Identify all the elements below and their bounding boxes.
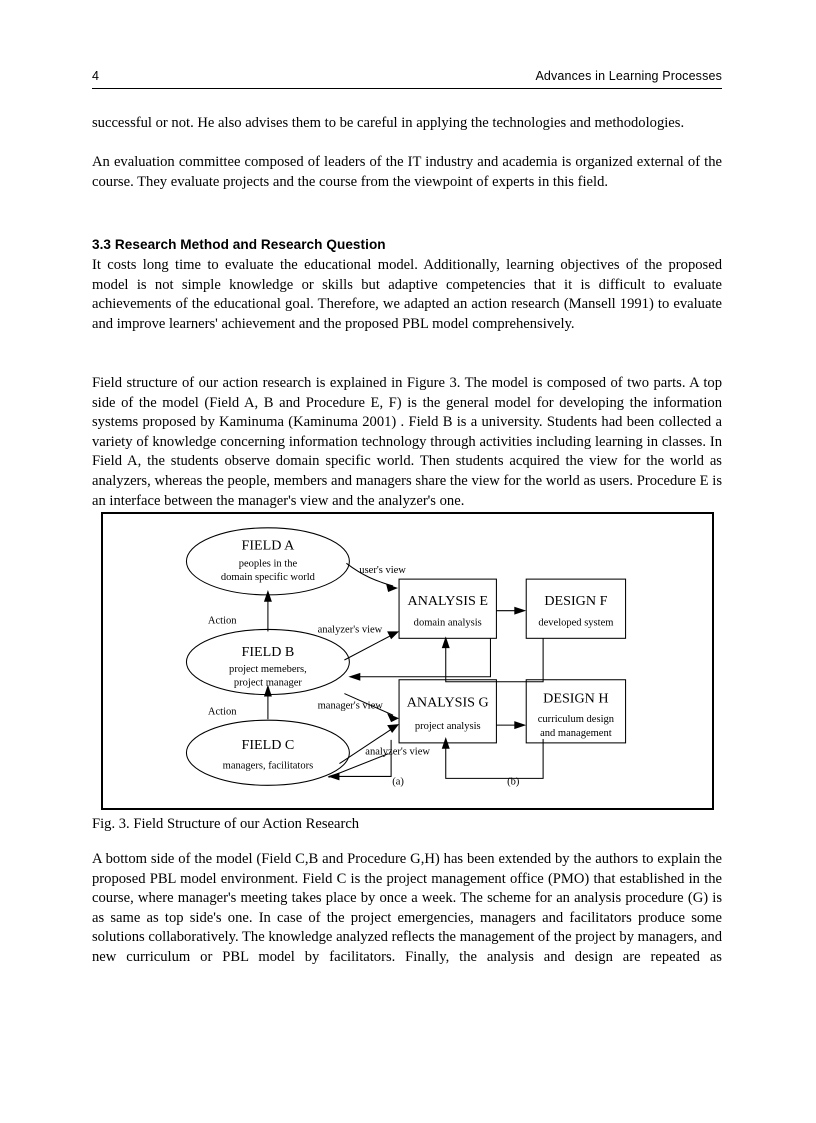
section-heading: 3.3 Research Method and Research Question <box>92 237 386 252</box>
arrowhead <box>264 590 272 602</box>
design-f-subtitle: developed system <box>538 617 614 629</box>
field-a-subtitle-1: peoples in the <box>238 558 298 570</box>
arrowhead <box>387 631 399 639</box>
edge-design-h-to-analysis-g <box>446 739 543 778</box>
arrowhead <box>514 721 526 729</box>
edge-label-users-view: user's view <box>359 565 406 577</box>
field-c-subtitle-1: managers, facilitators <box>222 760 314 772</box>
node-field-c <box>186 720 349 785</box>
paragraph-text: An evaluation committee composed of leaders of the IT industry and academia is organized external of the course. They evaluate projects and the course from the viewpoint of experts in this field. <box>92 154 722 190</box>
design-h-subtitle-1: curriculum design <box>537 714 615 726</box>
section-heading-block <box>92 235 722 254</box>
page-number: 4 <box>92 69 99 83</box>
field-b-title: FIELD B <box>241 644 295 661</box>
design-h-subtitle-2: and management <box>540 728 612 739</box>
paragraph-block-3 <box>92 256 722 334</box>
node-analysis-g <box>399 680 496 743</box>
paragraph-text: It costs long time to evaluate the educational model. Additionally, learning objectives of the proposed model is not simple knowledge or skills but adaptive competencies that it is difficult to evaluate achievements of the educational goal. Therefore, we adapted an action research (Mansell 1991) to evaluate and improve learners' achievement and the proposed PBL model comprehensively. <box>92 257 722 332</box>
arrowhead <box>387 713 399 722</box>
edge-design-f-to-analysis-e <box>446 638 543 681</box>
node-field-a <box>186 528 349 595</box>
arrowhead <box>387 724 399 733</box>
edge-label-action-bottom: Action <box>207 706 237 718</box>
paragraph-block-5 <box>92 850 722 987</box>
field-a-title: FIELD A <box>241 537 295 554</box>
edge-label-action-top: Action <box>207 615 237 627</box>
paragraph-text: Field structure of our action research is explained in Figure 3. The model is composed of two parts. A top side of the model (Field A, B and Procedure E, F) is the general model for developing the information systems proposed by Kaminuma (Kaminuma 2001) . Field B is a university. Students had been collected a variety of knowledge concerning information technology through activities including learning in classes. In Field A, the students observe domain specific world. Then students acquired the view for the world as analyzers, whereas the people, members and managers share the view for the world as users. Procedure E is an interface between the manager's view and the analyzer's one. <box>92 375 722 509</box>
paragraph-block-1 <box>92 114 722 134</box>
field-b-subtitle-1: project memebers, <box>229 663 307 675</box>
figure-3-diagram <box>103 514 712 808</box>
arrowhead <box>514 607 526 615</box>
node-design-h <box>526 680 625 743</box>
paragraph-block-4 <box>92 374 722 511</box>
figure-caption: Fig. 3. Field Structure of our Action Research <box>92 816 360 832</box>
analysis-e-title: ANALYSIS E <box>407 592 488 609</box>
analysis-g-box <box>399 680 496 743</box>
running-title: Advances in Learning Processes <box>535 69 722 83</box>
arrowhead <box>348 673 360 681</box>
paragraph-text: A bottom side of the model (Field C,B and Procedure G,H) has been extended by the authors to explain the proposed PBL model environment. Field C is the project management office (PMO) that established in the course, where manager's meeting takes place by once a week. The scheme for an analysis procedure (G) is as same as top side's one. In case of the project emergencies, managers and facilitators produce some solutions collaboratively. The knowledge analyzed reflects the management of the project by managers, and new curriculum or PBL model by facilitators. Finally, the analysis and design are repeated as <box>92 851 722 965</box>
node-analysis-e <box>399 579 496 638</box>
field-a-subtitle-2: domain specific world <box>220 572 315 584</box>
edge-label-managers-view: manager's view <box>317 700 383 712</box>
field-b-subtitle-2: project manager <box>233 677 302 689</box>
page-header <box>92 68 722 92</box>
header-rule <box>92 88 722 89</box>
loop-label-a: (a) <box>392 776 404 788</box>
paragraph-block-2 <box>92 153 722 192</box>
analysis-g-subtitle: project analysis <box>414 721 481 733</box>
paragraph-text: successful or not. He also advises them to be careful in applying the technologies and methodologies. <box>92 115 685 131</box>
loop-label-b: (b) <box>507 776 520 788</box>
edge-field-b-to-analysis-e <box>344 634 393 660</box>
node-design-f <box>526 579 625 638</box>
analysis-e-subtitle: domain analysis <box>413 617 482 629</box>
design-h-title: DESIGN H <box>543 690 609 707</box>
design-f-title: DESIGN F <box>544 592 608 609</box>
figure-3-frame <box>101 512 714 810</box>
edge-label-analyzers-view-top: analyzer's view <box>317 624 383 636</box>
edge-analysis-g-to-field-c-direct <box>333 740 391 777</box>
analysis-g-title: ANALYSIS G <box>406 694 489 711</box>
edge-label-analyzers-view-bottom: analyzer's view <box>365 746 430 758</box>
field-c-title: FIELD C <box>241 736 295 753</box>
node-field-b <box>186 629 349 694</box>
